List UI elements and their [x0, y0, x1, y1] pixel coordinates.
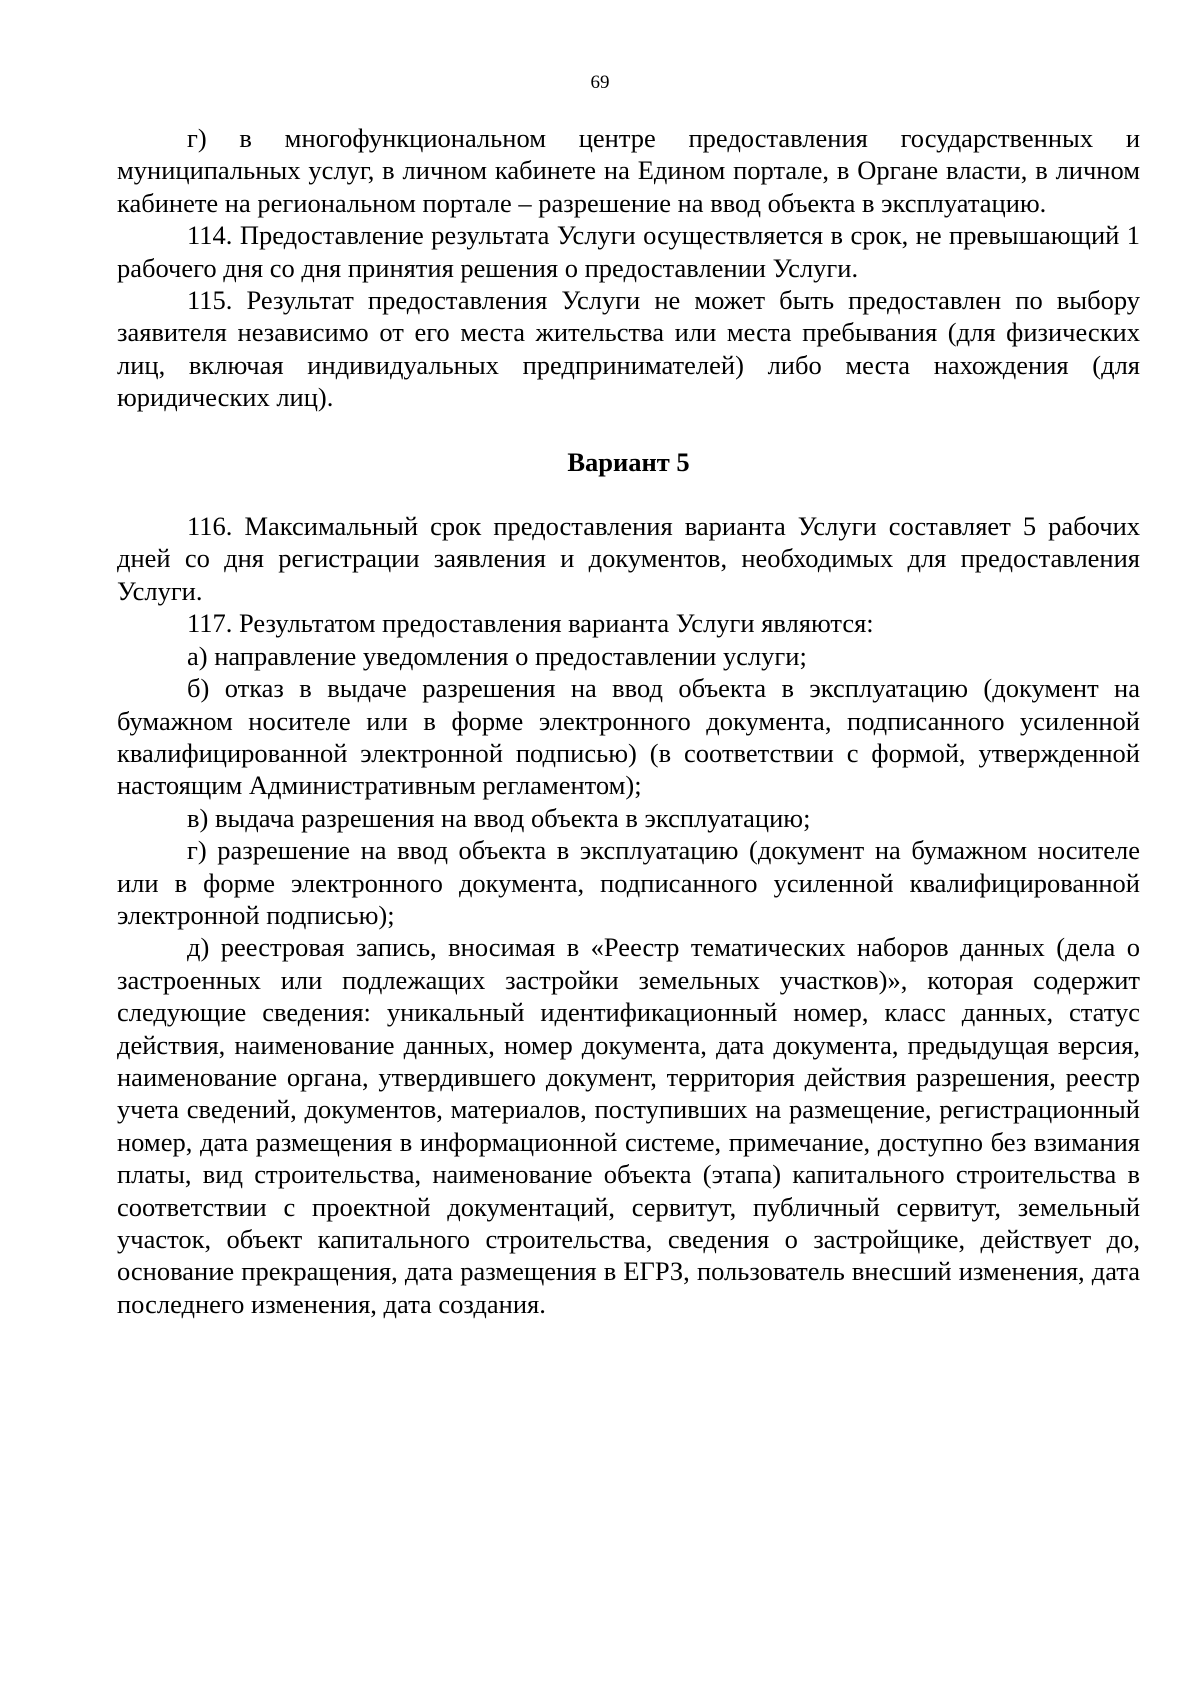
document-body — [117, 122, 1140, 1320]
list-item-d: д) реестровая запись, вносимая в «Реестр тематических наборов данных (дела о застроенных или подлежащих застройки земельных участков)», которая содержит следующие сведения: уникальный идентификационный номер, класс данных, статус действия, наименование данных, номер документа, дата документа, предыдущая версия, наименование органа, утвердившего документ, территория действия разрешения, реестр учета сведений, документов, материалов, поступивших на размещение, регистрационный номер, дата размещения в информационной системе, примечание, доступно без взимания платы, вид строительства, наименование объекта (этапа) капитального строительства в соответствии с проектной документаций, сервитут, публичный сервитут, земельный участок, объект капитального строительства, сведения о застройщике, действует до, основание прекращения, дата размещения в ЕГРЗ, пользователь внесший изменения, дата последнего изменения, дата создания. — [117, 932, 1140, 1319]
page-number: 69 — [590, 72, 610, 93]
list-item-v: в) выдача разрешения на ввод объекта в эксплуатацию; — [187, 802, 811, 833]
paragraph-114: 114. Предоставление результата Услуги осуществляется в срок, не превышающий 1 рабочего дня со дня принятия решения о предоставлении Услуги. — [117, 220, 1140, 283]
paragraph-item-g-result-location: г) в многофункциональном центре предоставления государственных и муниципальных услуг, в личном кабинете на Едином портале, в Органе власти, в личном кабинете на региональном портале – разрешение на ввод объекта в эксплуатацию. — [117, 123, 1140, 218]
paragraph-116: 116. Максимальный срок предоставления варианта Услуги составляет 5 рабочих дней со дня регистрации заявления и документов, необходимых для предоставления Услуги. — [117, 511, 1140, 606]
paragraph-115: 115. Результат предоставления Услуги не может быть предоставлен по выбору заявителя независимо от его места жительства или места пребывания (для физических лиц, включая индивидуальных предпринимателей) либо места нахождения (для юридических лиц). — [117, 285, 1140, 413]
paragraph-117: 117. Результатом предоставления варианта Услуги являются: — [187, 608, 874, 639]
list-item-a: а) направление уведомления о предоставлении услуги; — [187, 640, 807, 671]
list-item-g: г) разрешение на ввод объекта в эксплуатацию (документ на бумажном носителе или в форме электронного документа, подписанного усиленной квалифицированной электронной подписью); — [117, 835, 1140, 930]
list-item-b: б) отказ в выдаче разрешения на ввод объекта в эксплуатацию (документ на бумажном носителе или в форме электронного документа, подписанного усиленной квалифицированной электронной подписью) (в соответствии с формой, утвержденной настоящим Административным регламентом); — [117, 673, 1140, 801]
section-heading: Вариант 5 — [567, 446, 690, 477]
